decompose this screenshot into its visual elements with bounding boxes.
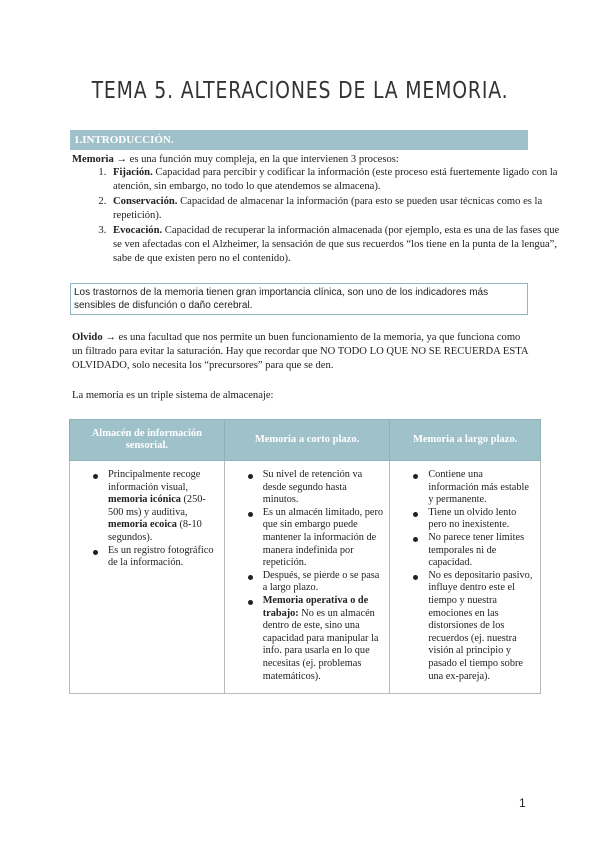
table-header: Memoria a largo plazo. <box>390 420 541 461</box>
process-text: Capacidad de recuperar la información almacenada (por ejemplo, esta es una de las fases que se ven afectadas con el Alzheimer, la sensación de que sus recuerdos “los tiene en la punta de la lengua”, sabe de que existen pero no el contenido). <box>113 225 560 264</box>
list-item: No parece tener límites temporales ni de capacidad. <box>428 532 534 570</box>
cell-text: Principalmente recoge información visual, <box>108 469 201 493</box>
page-number: 1 <box>519 796 526 810</box>
list-item: Tiene un olvido lento pero no inexistente. <box>428 507 534 532</box>
table-header-row <box>70 420 541 461</box>
list-item: No es depositario pasivo, influye dentro este el tiempo y nuestra emociones en las distorsiones de los recuerdos (ej. nuestra visión al principio y pasado el tiempo sobre una ex-pareja). <box>428 569 533 682</box>
process-term: Evocación. <box>113 225 163 236</box>
triple-system-text: La memoria es un triple sistema de almacenaje: <box>72 390 274 401</box>
cell-text: (8-10 segundos). <box>108 519 202 543</box>
list-item <box>108 469 218 545</box>
cell-text-bold: memoria ecoica <box>108 519 177 531</box>
table-header: Almacén de información sensorial. <box>70 420 225 461</box>
olvido-term: Olvido <box>72 332 103 343</box>
cell-text-bold: memoria icónica <box>108 494 181 506</box>
table-cell-sensorial <box>70 461 225 694</box>
cell-text: No es un almacén dentro de este, sino una capacidad para manipular la info. para usarla en lo que necesitas (ej. problemas matemáticos). <box>262 607 379 682</box>
olvido-paragraph <box>72 331 530 373</box>
process-text: Capacidad para percibir y codificar la información (este proceso está fuertemente ligado con la atención, sin embargo, no todo lo que atendemos se almacena). <box>113 167 558 192</box>
list-item: Contiene una información más estable y permanente. <box>428 469 534 507</box>
list-item: Es un almacén limitado, pero que sin embargo puede mantener la información de manera indefinida por repetición. <box>262 506 384 569</box>
process-text: Capacidad de almacenar la información (para esto se pueden usar técnicas como es la repetición). <box>113 196 543 221</box>
page-title: TEMA 5. ALTERACIONES DE LA MEMORIA. <box>91 78 509 104</box>
list-item <box>109 166 569 194</box>
process-list <box>72 166 569 267</box>
list-item: Después, se pierde o se pasa a largo plazo. <box>263 570 384 595</box>
list-item: Su nivel de retención va desde segundo hasta minutos. <box>263 469 384 507</box>
process-term: Fijación. <box>113 167 153 178</box>
list-item <box>263 595 384 683</box>
memory-table <box>69 419 541 694</box>
highlight-box: Los trastornos de la memoria tienen gran importancia clínica, son uno de los indicadores más sensibles de disfunción o daño cerebral. <box>70 283 528 315</box>
list-item <box>109 224 569 266</box>
table-cell-largo-plazo <box>390 461 541 694</box>
table-header: Memoria a corto plazo. <box>224 420 390 461</box>
intro-term: Memoria <box>72 154 114 165</box>
list-item: Es un registro fotográfico de la información. <box>108 545 218 570</box>
olvido-text: → es una facultad que nos permite un buen funcionamiento de la memoria, ya que funciona como un filtrado para evitar la saturación. Hay que recordar que NO TODO LO QUE NO SE RECUERDA ESTA OLVIDADO, solo necesita los “precursores” para que se den. <box>72 332 528 371</box>
list-item <box>109 195 569 223</box>
intro-paragraph <box>72 153 532 167</box>
process-term: Conservación. <box>113 196 178 207</box>
section-heading: 1.INTRODUCCIÓN. <box>70 130 528 150</box>
intro-text: → es una función muy compleja, en la que intervienen 3 procesos: <box>113 154 399 165</box>
cell-text-bold: Memoria operativa o de trabajo: <box>262 594 369 619</box>
table-cell-corto-plazo <box>224 461 390 694</box>
cell-text: (250-500 ms) y auditiva, <box>108 494 206 518</box>
table-row <box>70 461 541 694</box>
